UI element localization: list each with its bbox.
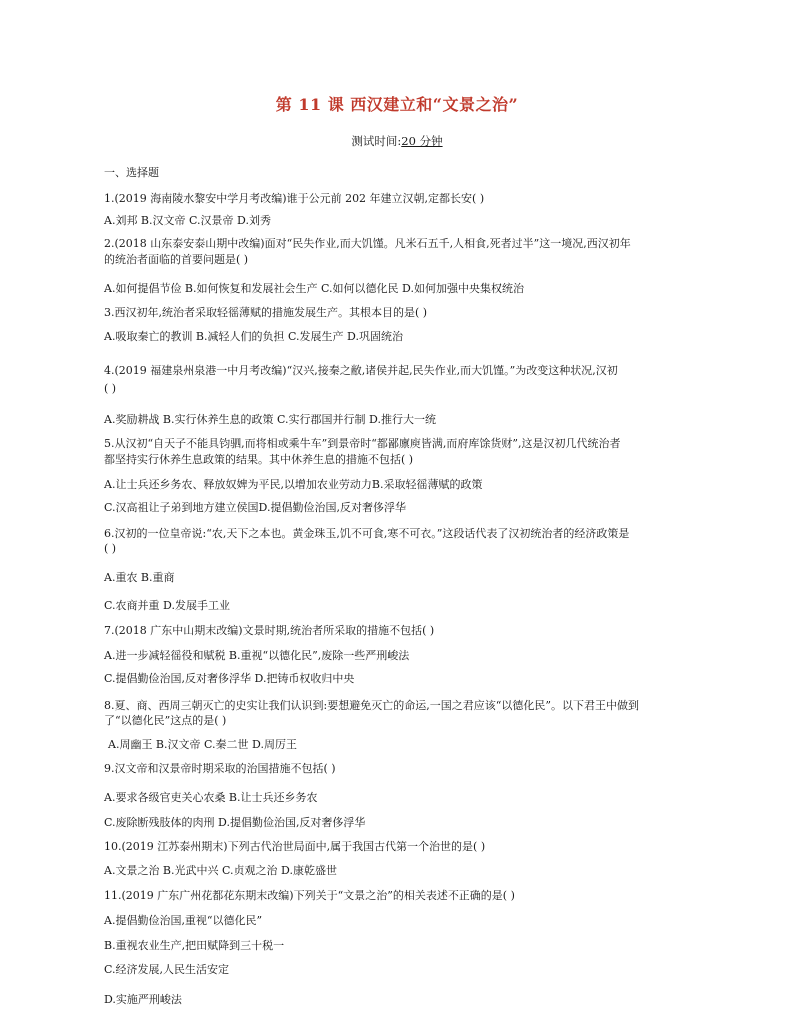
- q11-option-c: C.经济发展,人民生活安定: [104, 963, 230, 976]
- q8-stem-line2: 了“以德化民”这点的是( ): [104, 714, 227, 727]
- test-time: [0, 133, 794, 149]
- q3-options: A.吸取秦亡的教训 B.减轻人们的负担 C.发展生产 D.巩固统治: [104, 330, 403, 343]
- q2-stem-line2: 的统治者面临的首要问题是( ): [104, 253, 249, 266]
- q2-stem-line1: 2.(2018 山东泰安泰山期中改编)面对“民失作业,而大饥馑。凡米石五千,人相食,死者过半”这一境况,西汉初年: [104, 237, 631, 250]
- q5-stem-line1: 5.从汉初“自天子不能具钧驷,而将相或乘牛车”到景帝时“都鄙廪庾皆满,而府库馀货财”,这是汉初几代统治者: [104, 437, 621, 450]
- q4-options: A.奖励耕战 B.实行休养生息的政策 C.实行郡国并行制 D.推行大一统: [104, 413, 436, 426]
- q6-stem-line2: ( ): [104, 542, 117, 555]
- q5-stem-line2: 都坚持实行休养生息政策的结果。其中休养生息的措施不包括( ): [104, 453, 414, 466]
- q11-option-a: A.提倡勤俭治国,重视“以德化民”: [104, 914, 263, 927]
- q4-stem-line1: 4.(2019 福建泉州泉港一中月考改编)“汉兴,接秦之敝,诸侯并起,民失作业,而大饥馑。”为改变这种状况,汉初: [104, 364, 618, 377]
- test-time-value: 20 分钟: [401, 134, 443, 148]
- q7-options-line2: C.提倡勤俭治国,反对奢侈浮华 D.把铸币权收归中央: [104, 672, 355, 685]
- q5-options-line2: C.汉高祖让子弟到地方建立侯国D.提倡勤俭治国,反对奢侈浮华: [104, 501, 406, 514]
- q9-stem: 9.汉文帝和汉景帝时期采取的治国措施不包括( ): [104, 762, 336, 775]
- q7-stem: 7.(2018 广东中山期末改编)文景时期,统治者所采取的措施不包括( ): [104, 624, 435, 637]
- q6-stem-line1: 6.汉初的一位皇帝说:“农,天下之本也。黄金珠玉,饥不可食,寒不可衣。”这段话代表了汉初统治者的经济政策是: [104, 527, 630, 540]
- q8-stem-line1: 8.夏、商、西周三朝灭亡的史实让我们认识到:要想避免灭亡的命运,一国之君应该“以德化民”。以下君王中做到: [104, 699, 639, 712]
- q9-options-line2: C.废除断残肢体的肉刑 D.提倡勤俭治国,反对奢侈浮华: [104, 816, 366, 829]
- q9-options-line1: A.要求各级官吏关心农桑 B.让士兵还乡务农: [104, 791, 318, 804]
- q2-options: A.如何提倡节俭 B.如何恢复和发展社会生产 C.如何以德化民 D.如何加强中央集权统治: [104, 282, 524, 295]
- q7-options-line1: A.进一步减轻徭役和赋税 B.重视“以德化民”,废除一些严刑峻法: [104, 649, 410, 662]
- q5-options-line1: A.让士兵还乡务农、释放奴婢为平民,以增加农业劳动力B.采取轻徭薄赋的政策: [104, 478, 483, 491]
- section-heading: 一、选择题: [104, 166, 159, 179]
- q1-options: A.刘邦 B.汉文帝 C.汉景帝 D.刘秀: [104, 214, 271, 227]
- q4-stem-line2: ( ): [104, 382, 117, 395]
- q10-stem: 10.(2019 江苏泰州期末)下列古代治世局面中,属于我国古代第一个治世的是( ): [104, 840, 486, 853]
- test-time-label: 测试时间:: [351, 134, 402, 148]
- lesson-title: 第 11 课 西汉建立和“文景之治”: [275, 95, 519, 114]
- q1-stem: 1.(2019 海南陵水黎安中学月考改编)谁于公元前 202 年建立汉朝,定都长安( ): [104, 192, 485, 205]
- q10-options: A.文景之治 B.光武中兴 C.贞观之治 D.康乾盛世: [104, 864, 337, 877]
- q8-options: A.周幽王 B.汉文帝 C.秦二世 D.周厉王: [108, 738, 297, 751]
- q6-options-line1: A.重农 B.重商: [104, 571, 175, 584]
- q11-option-b: B.重视农业生产,把田赋降到三十税一: [104, 939, 285, 952]
- q11-stem: 11.(2019 广东广州花都花东期末改编)下列关于“文景之治”的相关表述不正确的是( ): [104, 889, 515, 902]
- q6-options-line2: C.农商并重 D.发展手工业: [104, 599, 230, 612]
- q11-option-d: D.实施严刑峻法: [104, 993, 182, 1006]
- q3-stem: 3.西汉初年,统治者采取轻徭薄赋的措施发展生产。其根本目的是( ): [104, 306, 428, 319]
